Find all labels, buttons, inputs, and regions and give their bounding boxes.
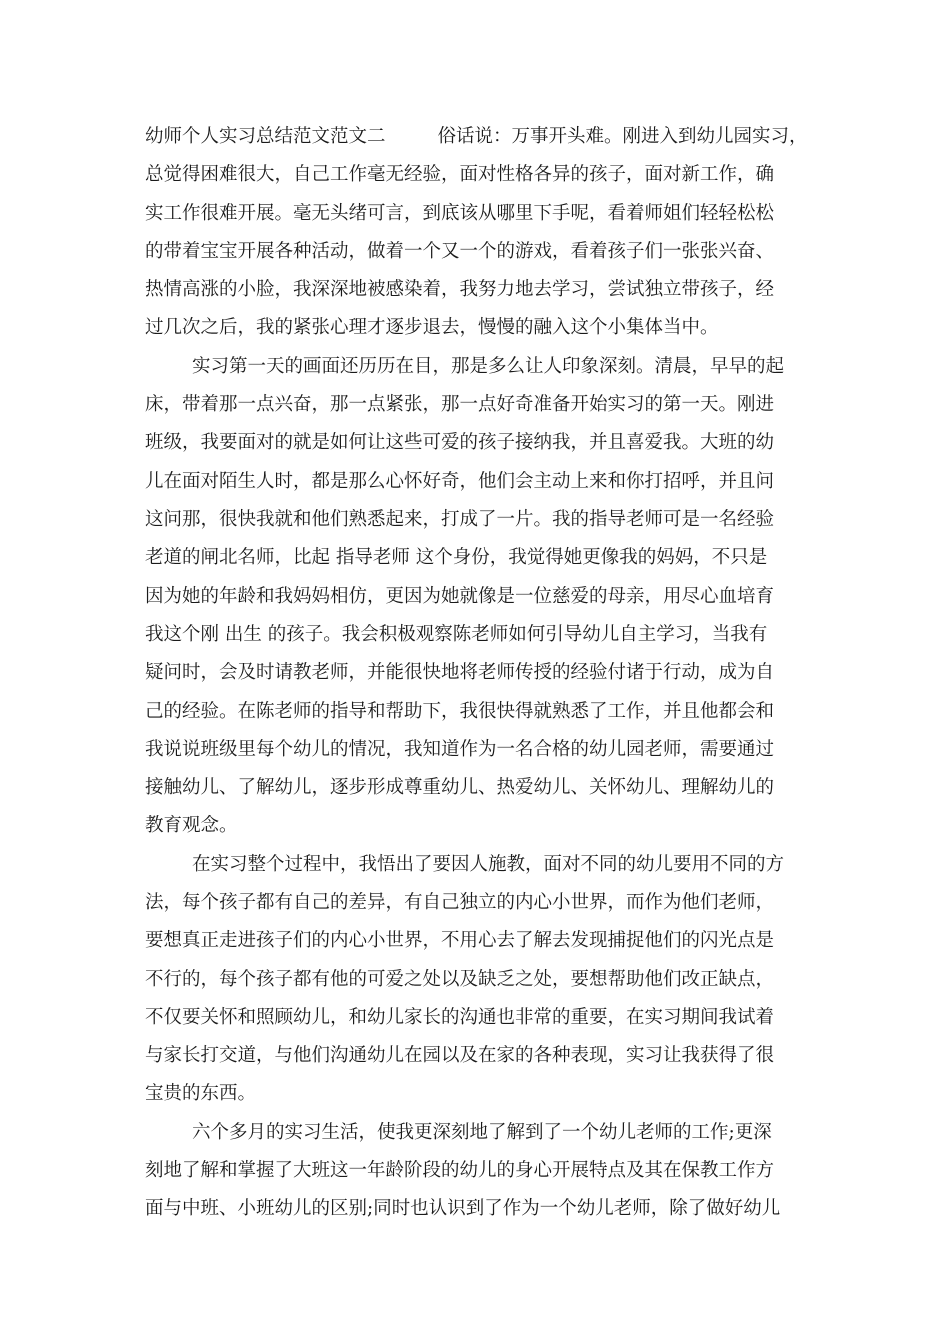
- paragraph-line: 宝贵的东西。: [145, 1083, 257, 1104]
- paragraph-line: 实工作很难开展。毫无头绪可言，到底该从哪里下手呢，看着师姐们轻轻松松: [145, 203, 775, 224]
- document-title: 幼师个人实习总结范文范文二: [145, 126, 386, 147]
- paragraph-line: 俗话说：万事开头难。刚进入到幼儿园实习，: [437, 126, 808, 147]
- paragraph-line: 热情高涨的小脸，我深深地被感染着，我努力地去学习，尝试独立带孩子，经: [145, 279, 775, 300]
- paragraph-line: 我这个刚 出生 的孩子。我会积极观察陈老师如何引导幼儿自主学习，当我有: [145, 624, 768, 645]
- paragraph-line: 我说说班级里每个幼儿的情况，我知道作为一名合格的幼儿园老师，需要通过: [145, 739, 775, 760]
- text-line: [145, 125, 808, 149]
- paragraph-line: 疑问时，会及时请教老师，并能很快地将老师传授的经验付诸于行动，成为自: [145, 662, 775, 683]
- paragraph-line: 的带着宝宝开展各种活动，做着一个又一个的游戏，看着孩子们一张张兴奋、: [145, 241, 775, 262]
- paragraph-line: 要想真正走进孩子们的内心小世界，不用心去了解去发现捕捉他们的闪光点是: [145, 930, 775, 951]
- paragraph-line: 刻地了解和掌握了大班这一年龄阶段的幼儿的身心开展特点及其在保教工作方: [145, 1160, 775, 1181]
- paragraph-line: 六个多月的实习生活，使我更深刻地了解到了一个幼儿老师的工作;更深: [192, 1122, 772, 1143]
- paragraph-line: 过几次之后，我的紧张心理才逐步退去，慢慢的融入这个小集体当中。: [145, 317, 719, 338]
- paragraph-line: 在实习整个过程中，我悟出了要因人施教，面对不同的幼儿要用不同的方: [192, 854, 785, 875]
- paragraph-line: 实习第一天的画面还历历在目，那是多么让人印象深刻。清晨，早早的起: [192, 356, 785, 377]
- paragraph-line: 儿在面对陌生人时，都是那么心怀好奇，他们会主动上来和你打招呼，并且问: [145, 471, 775, 492]
- paragraph-line: 教育观念。: [145, 815, 238, 836]
- paragraph-line: 老道的闸北名师，比起 指导老师 这个身份，我觉得她更像我的妈妈，不只是: [145, 547, 768, 568]
- paragraph-line: 不行的，每个孩子都有他的可爱之处以及缺乏之处，要想帮助他们改正缺点，: [145, 969, 775, 990]
- paragraph-line: 面与中班、小班幼儿的区别;同时也认识到了作为一个幼儿老师，除了做好幼儿: [145, 1198, 781, 1219]
- paragraph-line: 不仅要关怀和照顾幼儿，和幼儿家长的沟通也非常的重要，在实习期间我试着: [145, 1007, 775, 1028]
- paragraph-line: 法，每个孩子都有自己的差异，有自己独立的内心小世界，而作为他们老师，: [145, 892, 775, 913]
- paragraph-line: 班级，我要面对的就是如何让这些可爱的孩子接纳我，并且喜爱我。大班的幼: [145, 432, 775, 453]
- paragraph-line: 己的经验。在陈老师的指导和帮助下，我很快得就熟悉了工作，并且他都会和: [145, 701, 775, 722]
- paragraph-line: 床，带着那一点兴奋，那一点紧张，那一点好奇准备开始实习的第一天。刚进: [145, 394, 775, 415]
- paragraph-line: 与家长打交道，与他们沟通幼儿在园以及在家的各种表现，实习让我获得了很: [145, 1045, 775, 1066]
- paragraph-line: 因为她的年龄和我妈妈相仿，更因为她就像是一位慈爱的母亲，用尽心血培育: [145, 586, 775, 607]
- paragraph-line: 这问那，很快我就和他们熟悉起来，打成了一片。我的指导老师可是一名经验: [145, 509, 775, 530]
- paragraph-line: 总觉得困难很大，自己工作毫无经验，面对性格各异的孩子，面对新工作，确: [145, 164, 775, 185]
- paragraph-line: 接触幼儿、了解幼儿，逐步形成尊重幼儿、热爱幼儿、关怀幼儿、理解幼儿的: [145, 777, 775, 798]
